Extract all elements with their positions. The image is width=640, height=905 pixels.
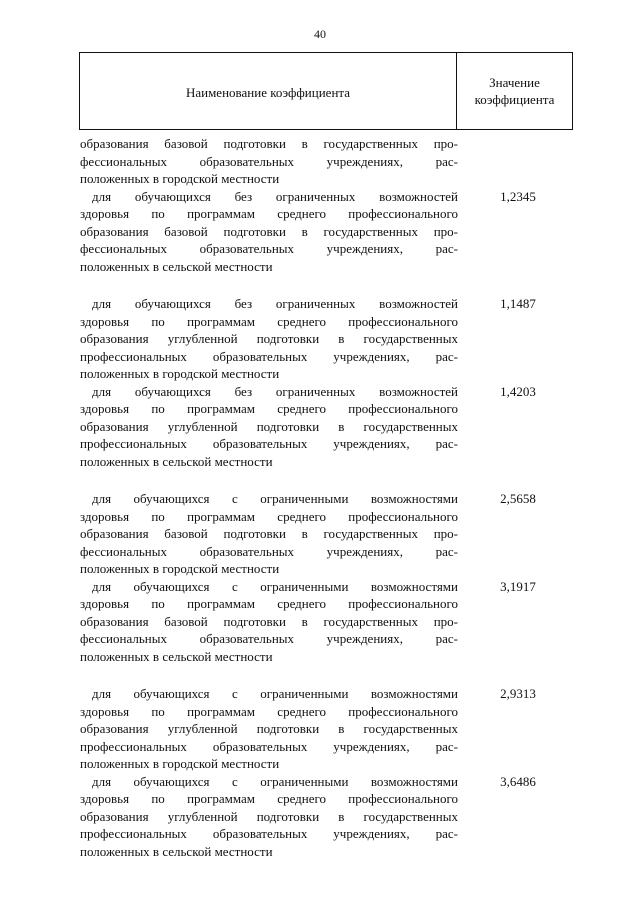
row-spacer [80, 275, 574, 295]
description-line: образования углубленной подготовки в государственных [80, 721, 458, 736]
description-line: образования базовой подготовки в государственных про- [80, 136, 458, 151]
page-number: 40 [314, 27, 326, 41]
coefficient-description [80, 188, 458, 276]
coefficient-value: 2,9313 [500, 686, 536, 701]
description-line: для обучающихся с ограниченными возможностями [92, 686, 458, 701]
coefficient-value: 2,5658 [500, 491, 536, 506]
coefficient-row [80, 295, 574, 383]
description-line: положенных в городской местности [80, 756, 280, 771]
row-spacer [80, 665, 574, 685]
coefficient-row [80, 383, 574, 471]
description-line: для обучающихся без ограниченных возможностей [92, 383, 458, 399]
description-line: для обучающихся без ограниченных возможностей [92, 296, 458, 311]
description-line: образования углубленной подготовки в государственных [80, 418, 458, 434]
coefficient-description [80, 135, 458, 188]
description-line: здоровья по программам среднего профессионального [80, 703, 458, 719]
description-line: образования базовой подготовки в государственных про- [80, 613, 458, 629]
description-line: образования углубленной подготовки в государственных [80, 331, 458, 346]
coefficient-row [80, 578, 574, 666]
coefficient-value: 3,6486 [500, 773, 536, 789]
column-header-value-line1: Значение [489, 75, 540, 90]
coefficient-value: 1,4203 [500, 383, 536, 399]
description-line: профессиональных образовательных учреждениях, рас- [80, 348, 458, 364]
coefficient-row [80, 135, 574, 188]
column-header-name: Наименование коэффициента [80, 53, 457, 129]
coefficient-value: 1,1487 [500, 296, 536, 311]
description-line: для обучающихся с ограниченными возможностями [92, 491, 458, 506]
coefficient-description [80, 773, 458, 861]
description-line: положенных в городской местности [80, 366, 280, 381]
description-line: здоровья по программам среднего профессионального [80, 401, 458, 416]
coefficient-row [80, 773, 574, 861]
description-line: здоровья по программам среднего профессионального [80, 206, 458, 221]
description-line: положенных в сельской местности [80, 258, 273, 274]
coefficient-row [80, 490, 574, 578]
coefficient-value: 1,2345 [500, 188, 536, 204]
description-line: профессиональных образовательных учреждениях, рас- [80, 436, 458, 451]
coefficient-description [80, 578, 458, 666]
description-line: образования базовой подготовки в государственных про- [80, 526, 458, 541]
description-line: фессиональных образовательных учреждениях, рас- [80, 241, 458, 256]
description-line: здоровья по программам среднего профессионального [80, 596, 458, 611]
coefficient-description [80, 295, 458, 383]
table-header [79, 52, 573, 130]
coefficient-value: 3,1917 [500, 578, 536, 594]
coefficient-description [80, 383, 458, 471]
description-line: положенных в городской местности [80, 171, 280, 186]
description-line: профессиональных образовательных учреждениях, рас- [80, 826, 458, 841]
description-line: здоровья по программам среднего профессионального [80, 508, 458, 524]
row-spacer [80, 470, 574, 490]
description-line: для обучающихся без ограниченных возможностей [92, 188, 458, 204]
coefficient-description [80, 490, 458, 578]
description-line: профессиональных образовательных учреждениях, рас- [80, 738, 458, 754]
description-line: положенных в сельской местности [80, 843, 273, 859]
column-header-value-line2: коэффициента [474, 92, 555, 107]
description-line: здоровья по программам среднего профессионального [80, 791, 458, 806]
description-line: здоровья по программам среднего профессионального [80, 313, 458, 329]
description-line: положенных в сельской местности [80, 453, 273, 469]
description-line: образования углубленной подготовки в государственных [80, 808, 458, 824]
description-line: фессиональных образовательных учреждениях, рас- [80, 631, 458, 646]
coefficient-row [80, 188, 574, 276]
coefficient-list [80, 135, 574, 860]
description-line: для обучающихся с ограниченными возможностями [92, 773, 458, 789]
coefficient-row [80, 685, 574, 773]
description-line: положенных в сельской местности [80, 648, 273, 664]
coefficient-description [80, 685, 458, 773]
coefficient-value [458, 135, 574, 188]
description-line: образования базовой подготовки в государственных про- [80, 223, 458, 239]
description-line: фессиональных образовательных учреждениях, рас- [80, 543, 458, 559]
column-header-value [457, 53, 572, 129]
description-line: для обучающихся с ограниченными возможностями [92, 578, 458, 594]
description-line: положенных в городской местности [80, 561, 280, 576]
description-line: фессиональных образовательных учреждениях, рас- [80, 153, 458, 169]
